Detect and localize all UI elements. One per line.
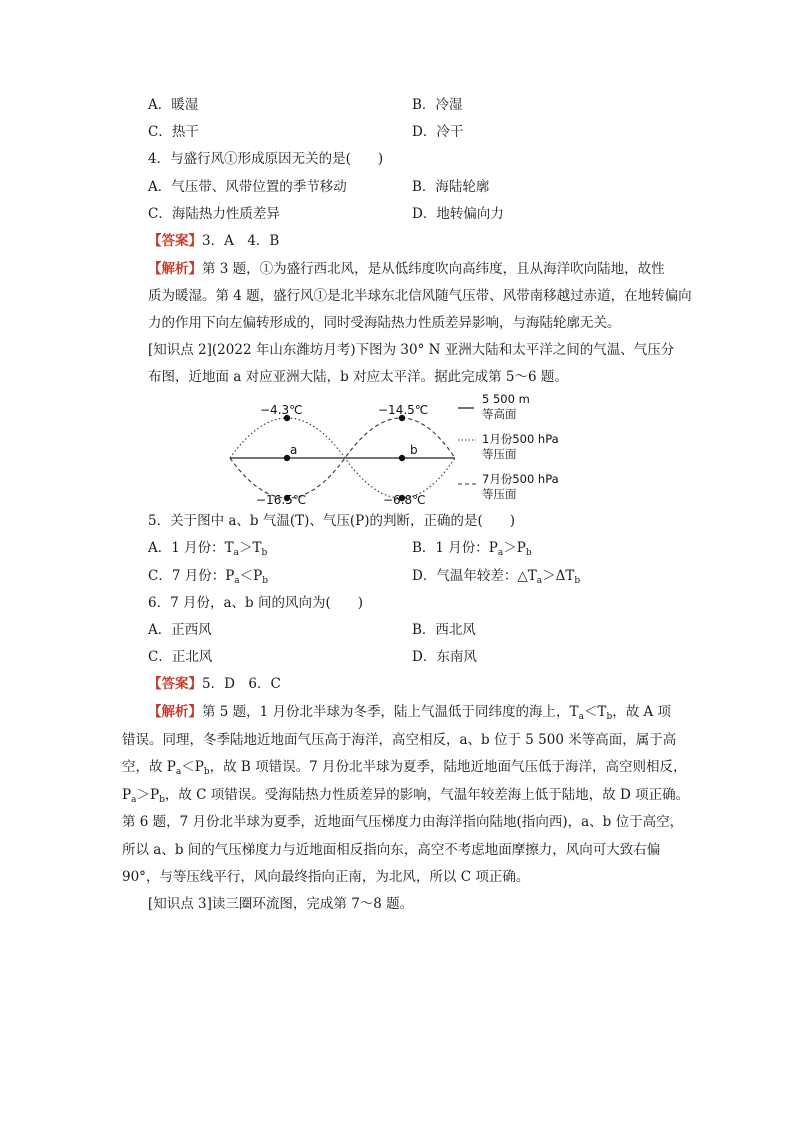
legend-2-line-1: 1月份500 hPa [482, 432, 559, 446]
analysis-2-line-5: 第 6 题，7 月份北半球为夏季，近地面气压梯度力由海洋指向陆地(指向西)，a、b 位于高空， [122, 814, 684, 830]
answer-text: 5．D 6．C [202, 676, 281, 692]
q5-option-a: A．1 月份：$T_a>T_b$ [148, 540, 268, 558]
knowledge-point-2-line-1: [知识点 2](2022 年山东潍坊月考)下图为 30° N 亚洲大陆和太平洋之间的气温、气压分 [148, 342, 675, 358]
label-b: b [410, 443, 418, 457]
q3-option-a: A．暖湿 [148, 97, 199, 113]
analysis-text: 第 3 题，①为盛行西北风，是从低纬度吹向高纬度，且从海洋吹向陆地，故性 [202, 261, 665, 277]
answer-tag: 【答案】 [148, 676, 202, 692]
analysis-tag: 【解析】 [148, 704, 202, 720]
pressure-temperature-figure [220, 392, 580, 510]
q4-stem: 4．与盛行风①形成原因无关的是( ) [148, 151, 384, 167]
legend-3-line-1: 7月份500 hPa [482, 472, 559, 486]
analysis-2-line-2: 错误。同理，冬季陆地近地面气压高于海洋，高空相反，a、b 位于 5 500 米等高面，属于高 [122, 732, 677, 748]
knowledge-point-3: [知识点 3]读三圈环流图，完成第 7～8 题。 [148, 896, 414, 912]
temp-top-right: −14.5℃ [378, 403, 429, 417]
legend-1-line-2: 等高面 [482, 407, 517, 421]
q4-option-c: C．海陆热力性质差异 [148, 206, 280, 222]
q6-option-d: D．东南风 [412, 649, 477, 665]
q4-option-a: A．气压带、风带位置的季节移动 [148, 179, 347, 195]
q6-option-a: A．正西风 [148, 622, 212, 638]
legend-1-line-1: 5 500 m [482, 392, 530, 406]
q5-option-d: D．气温年较差：$\triangle T_a>\Delta T_b$ [412, 568, 581, 586]
label-a: a [290, 443, 298, 457]
answer-2 [148, 674, 281, 694]
temp-bottom-left: −16.5℃ [256, 493, 307, 507]
q6-option-b: B．西北风 [412, 622, 476, 638]
analysis-1-line-3: 力的作用下向左偏转形成的，同时受海陆热力性质差异影响，与海陆轮廓无关。 [148, 315, 621, 331]
analysis-2-line-4: $P_a>P_b$，故 C 项错误。受海陆热力性质差异的影响，气温年较差海上低于陆地，故 D 项正确。 [122, 787, 690, 805]
analysis-2-line-7: 90°，与等压线平行，风向最终指向正南，为北风，所以 C 项正确。 [122, 869, 530, 885]
q5-stem: 5．关于图中 a、b 气温(T)、气压(P)的判断，正确的是( ) [148, 513, 516, 529]
q3-option-b: B．冷湿 [412, 97, 463, 113]
answer-tag: 【答案】 [148, 233, 202, 249]
temp-top-left: −4.3℃ [260, 403, 303, 417]
knowledge-point-2-line-2: 布图，近地面 a 对应亚洲大陆，b 对应太平洋。据此完成第 5～6 题。 [148, 369, 568, 385]
q3-option-c: C．热干 [148, 124, 199, 140]
q5-option-b: B．1 月份：$P_a>P_b$ [412, 540, 532, 558]
analysis-1-line-1 [148, 259, 665, 279]
q5-option-c: C．7 月份：$P_a<P_b$ [148, 568, 269, 586]
q6-option-c: C．正北风 [148, 649, 213, 665]
q4-option-d: D．地转偏向力 [412, 206, 504, 222]
point-b [399, 455, 405, 461]
answer-text: 3．A 4．B [202, 233, 280, 249]
legend-2-line-2: 等压面 [482, 447, 517, 461]
analysis-tag: 【解析】 [148, 261, 202, 277]
temp-bottom-right: −6.8℃ [383, 493, 426, 507]
analysis-2-line-6: 所以 a、b 间的气压梯度力与近地面相反指向东，高空不考虑地面摩擦力，风向可大致右偏 [122, 842, 661, 858]
q6-stem: 6．7 月份，a、b 间的风向为( ) [148, 595, 363, 611]
analysis-2-line-3: 空，故 $P_a<P_b$，故 B 项错误。7 月份北半球为夏季，陆地近地面气压低于海洋，高空则相反， [122, 759, 687, 777]
analysis-2-line-1: 【解析】第 5 题，1 月份北半球为冬季，陆上气温低于同纬度的海上，$T_a<T_b$，故 A 项 [148, 704, 672, 722]
q4-option-b: B．海陆轮廓 [412, 179, 490, 195]
answer-1 [148, 231, 279, 251]
legend-3-line-2: 等压面 [482, 487, 517, 501]
q3-option-d: D．冷干 [412, 124, 464, 140]
analysis-1-line-2: 质为暖湿。第 4 题，盛行风①是北半球东北信风随气压带、风带南移越过赤道，在地转偏向 [148, 288, 692, 304]
